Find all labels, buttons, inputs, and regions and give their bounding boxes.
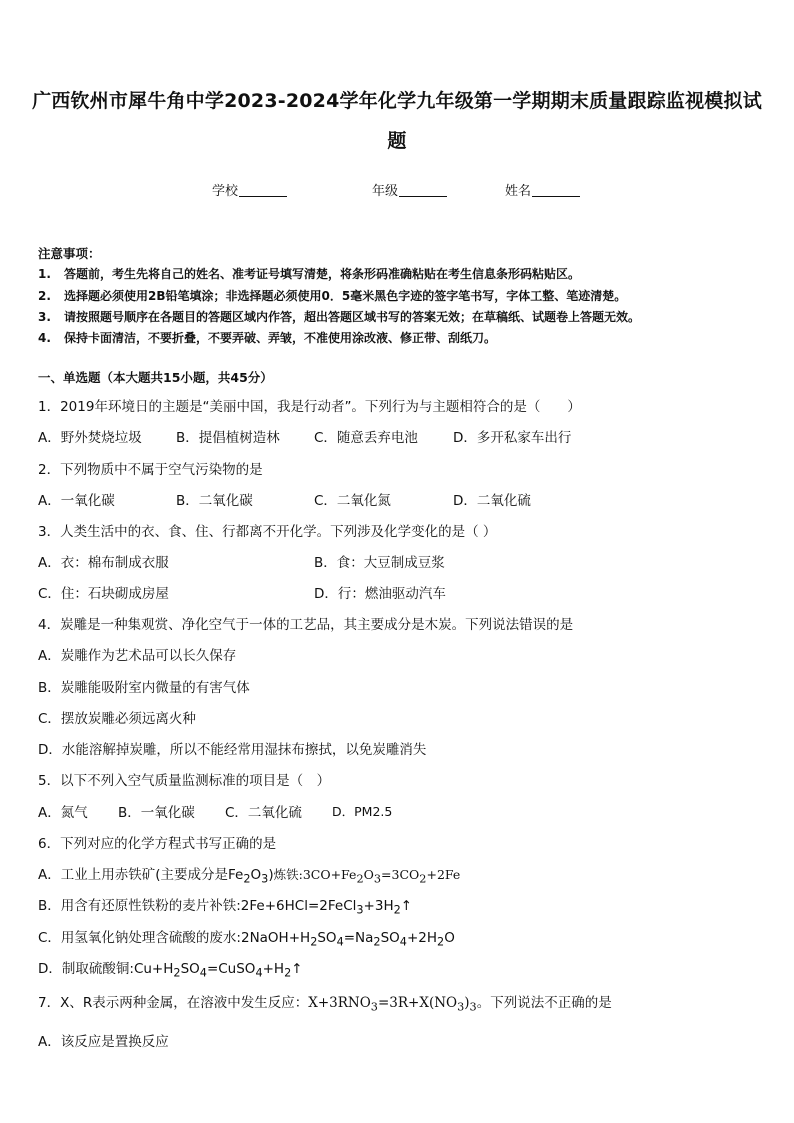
q1-option-a: A．野外焚烧垃圾 (38, 430, 142, 446)
q7-stem-pre: 7．X、R表示两种金属，在溶液中发生反应： (38, 995, 309, 1011)
q4-option-a: A．炭雕作为艺术品可以长久保存 (38, 648, 237, 664)
q6-d-end: +H (262, 961, 285, 977)
name-field (505, 182, 580, 201)
q7-equation-c: ) (464, 995, 470, 1011)
note-number: 4. (38, 331, 51, 345)
name-label: 姓名 (505, 184, 532, 199)
question-3-stem: 3．人类生活中的衣、食、住、行都离不开化学。下列涉及化学变化的是（ ） (38, 524, 497, 540)
note-item (38, 308, 640, 325)
q6-c-tail: =Na (343, 930, 374, 946)
note-number: 1. (38, 267, 51, 281)
q6-d-arrow: ↑ (291, 961, 303, 977)
q6-d-tail: =CuSO (206, 961, 256, 977)
q2-option-c: C．二氧化氮 (314, 493, 391, 509)
q6-option-d: D．制取硫酸铜$:Cu+H_2SO_4=CuSO_4+H_2↑$ (38, 961, 303, 980)
q3-option-a: A．衣：棉布制成衣服 (38, 555, 169, 571)
q6-option-a: A．工业上用赤铁矿(主要成分是$Fe_2O_3$)炼铁$:3CO+Fe_2O_3=3CO_2+2Fe$ (38, 867, 461, 886)
question-1-stem: 1．2019年环境日的主题是“美丽中国，我是行动者”。下列行为与主题相符合的是（ ） (38, 399, 581, 415)
q7-option-a: A．该反应是置换反应 (38, 1034, 169, 1050)
q6-c-text: C．用氢氧化钠处理含硫酸的废水:2NaOH+H (38, 930, 311, 946)
school-label: 学校 (212, 184, 239, 199)
q3-option-d: D．行：燃油驱动汽车 (314, 586, 446, 602)
note-item (38, 329, 496, 346)
q4-option-b: B．炭雕能吸附室内微量的有害气体 (38, 680, 250, 696)
name-blank (532, 182, 580, 197)
q7-stem-post: 。下列说法不正确的是 (476, 995, 612, 1011)
grade-label: 年级 (372, 184, 399, 199)
q6-a-text: A．工业上用赤铁矿(主要成分是Fe (38, 867, 244, 883)
question-6-stem: 6．下列对应的化学方程式书写正确的是 (38, 836, 277, 852)
q6-d-text: D．制取硫酸铜:Cu+H (38, 961, 174, 977)
q6-d-mid: SO (180, 961, 200, 977)
note-number: 2. (38, 289, 51, 303)
q5-option-d: D．PM2.5 (332, 804, 393, 819)
q1-option-d: D．多开私家车出行 (453, 430, 572, 446)
grade-field (372, 182, 447, 201)
q6-b-text: B．用含有还原性铁粉的麦片补铁:2Fe+6HCl=2FeCl (38, 898, 357, 914)
q4-option-d: D．水能溶解掉炭雕，所以不能经常用湿抹布擦拭，以免炭雕消失 (38, 742, 427, 758)
q3-option-c: C．住：石块砌成房屋 (38, 586, 169, 602)
note-text: 请按照题号顺序在各题目的答题区域内作答，超出答题区域书写的答案无效；在草稿纸、试题卷上答题无效。 (64, 310, 641, 324)
grade-blank (399, 182, 447, 197)
q6-a-product: =3CO (381, 867, 420, 882)
q6-a-end: +2Fe (426, 867, 461, 882)
q5-option-b: B．一氧化碳 (118, 805, 195, 821)
q6-option-c: C．用氢氧化钠处理含硫酸的废水$:2NaOH+H_2SO_4=Na_2SO_4+2H_2O$ (38, 930, 455, 949)
q6-b-arrow: ↑ (400, 898, 413, 914)
q7-equation-b: =3R+X(NO (377, 995, 458, 1011)
notes-heading: 注意事项： (38, 246, 101, 261)
q5-option-a: A．氮气 (38, 805, 88, 821)
q1-option-c: C．随意丢弃电池 (314, 430, 418, 446)
q6-option-b: B．用含有还原性铁粉的麦片补铁$:2Fe+6HCl=2FeCl_3+3H_2↑$ (38, 898, 413, 917)
question-2-stem: 2．下列物质中不属于空气污染物的是 (38, 462, 263, 478)
question-7-stem: 7．X、R表示两种金属，在溶液中发生反应：$X+3RNO_3=3R+X(NO_3)_3$。下列说法不正确的是 (38, 995, 612, 1014)
note-item (38, 287, 626, 304)
q6-b-tail: +3H (363, 898, 394, 914)
q5-option-c: C．二氧化硫 (225, 805, 302, 821)
note-text: 选择题必须使用2B铅笔填涂；非选择题必须使用0．5毫米黑色字迹的签字笔书写，字体工整、笔迹清楚。 (64, 289, 627, 303)
exam-title-line1: 广西钦州市犀牛角中学2023-2024学年化学九年级第一学期期末质量跟踪监视模拟试 (32, 90, 762, 112)
school-field (212, 182, 287, 201)
q2-option-d: D．二氧化硫 (453, 493, 531, 509)
q6-c-end: +2H (406, 930, 438, 946)
note-text: 答题前，考生先将自己的姓名、准考证号填写清楚，将条形码准确粘贴在考生信息条形码粘贴区。 (64, 267, 581, 281)
q6-a-equation: 炼铁:3CO+Fe (273, 867, 357, 882)
school-blank (239, 182, 287, 197)
question-5-stem: 5．以下不列入空气质量监测标准的项目是（ ） (38, 773, 331, 789)
q2-option-a: A．一氧化碳 (38, 493, 115, 509)
q6-c-mid: SO (317, 930, 337, 946)
note-number: 3. (38, 310, 51, 324)
question-4-stem: 4．炭雕是一种集观赏、净化空气于一体的工艺品，其主要成分是木炭。下列说法错误的是 (38, 617, 574, 633)
q2-option-b: B．二氧化碳 (176, 493, 253, 509)
q4-option-c: C．摆放炭雕必须远离火种 (38, 711, 196, 727)
q3-option-b: B．食：大豆制成豆浆 (314, 555, 445, 571)
note-text: 保持卡面清洁，不要折叠，不要弄破、弄皱，不准使用涂改液、修正带、刮纸刀。 (64, 331, 497, 345)
note-item (38, 265, 580, 282)
section-heading: 一、单选题（本大题共15小题，共45分） (38, 370, 273, 385)
q1-option-b: B．提倡植树造林 (176, 430, 280, 446)
exam-title-line2: 题 (387, 130, 407, 152)
q7-equation-a: X+3RNO (308, 995, 371, 1011)
